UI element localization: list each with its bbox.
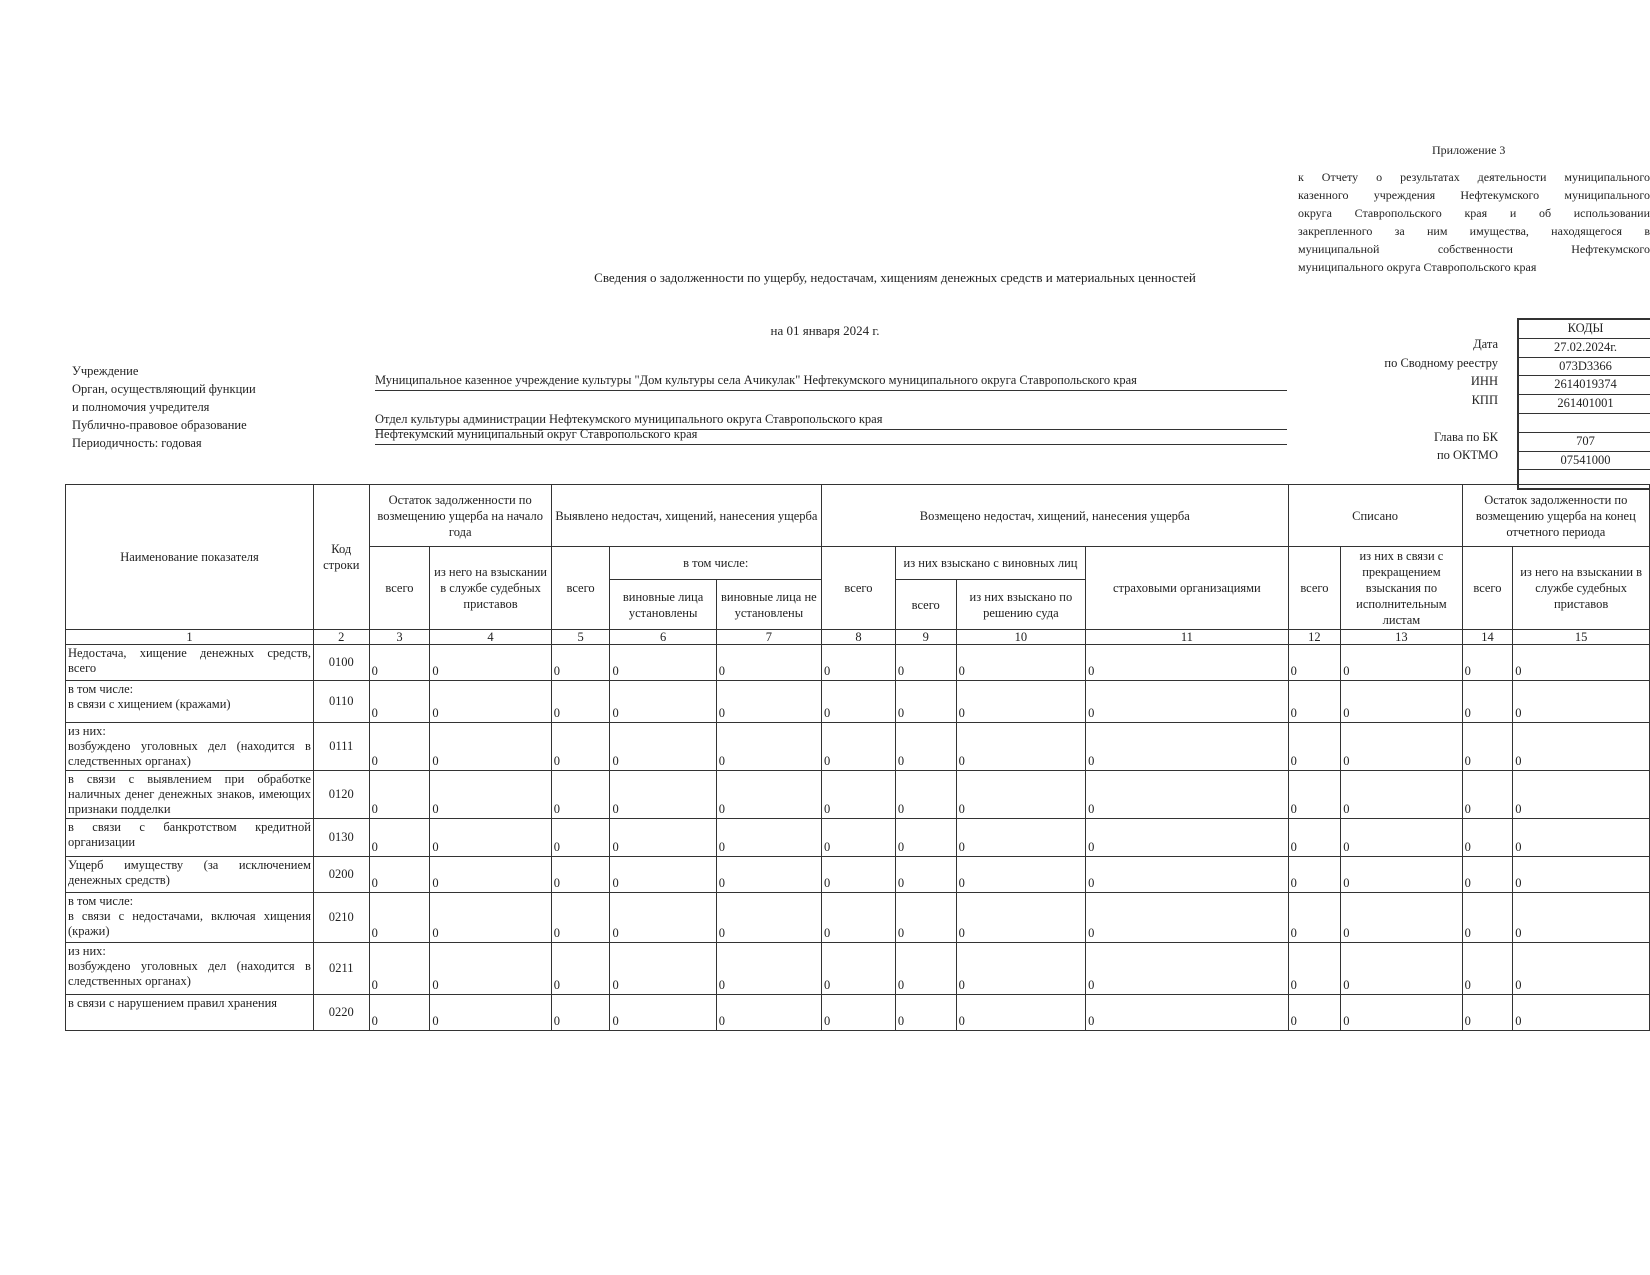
row-value: 0	[430, 819, 551, 857]
row-code: 0220	[313, 995, 369, 1031]
row-value: 0	[551, 645, 610, 681]
row-value: 0	[716, 681, 821, 723]
code-label-blank	[1384, 409, 1498, 428]
code-blank	[1519, 414, 1650, 433]
header-by-court: из них взыскано по решению суда	[956, 580, 1086, 630]
appendix-text	[1298, 168, 1650, 276]
row-value: 0	[716, 857, 821, 893]
row-value: 0	[369, 681, 430, 723]
row-value: 0	[430, 645, 551, 681]
row-value: 0	[895, 771, 956, 819]
row-value: 0	[895, 645, 956, 681]
code-inn: 2614019374	[1519, 376, 1650, 395]
row-value: 0	[716, 645, 821, 681]
code-label-kpp: КПП	[1471, 392, 1498, 407]
row-value: 0	[610, 857, 716, 893]
row-value: 0	[1462, 771, 1513, 819]
column-number: 12	[1288, 630, 1341, 645]
row-value: 0	[1513, 893, 1650, 943]
label-founder: Орган, осуществляющий функции	[72, 382, 256, 396]
row-value: 0	[369, 645, 430, 681]
column-number: 14	[1462, 630, 1513, 645]
row-value: 0	[430, 857, 551, 893]
column-number: 4	[430, 630, 551, 645]
header-culprits-total: всего	[895, 580, 956, 630]
row-value: 0	[1288, 723, 1341, 771]
row-value: 0	[551, 819, 610, 857]
code-registry: 073D3366	[1519, 358, 1650, 377]
header-detected-total: всего	[551, 547, 610, 630]
header-end-total: всего	[1462, 547, 1513, 630]
row-value: 0	[1462, 681, 1513, 723]
header-compensated-total: всего	[822, 547, 896, 630]
column-numbers-row	[66, 630, 1650, 645]
header-end-bailiffs: из него на взыскании в службе судебных приставов	[1513, 547, 1650, 630]
row-value: 0	[895, 943, 956, 995]
column-number: 7	[716, 630, 821, 645]
row-code: 0211	[313, 943, 369, 995]
row-value: 0	[716, 819, 821, 857]
row-value: 0	[716, 943, 821, 995]
row-value: 0	[956, 857, 1086, 893]
row-value: 0	[1341, 943, 1462, 995]
table-body	[66, 645, 1650, 1031]
row-value: 0	[1086, 645, 1288, 681]
row-value: 0	[1341, 723, 1462, 771]
row-value: 0	[956, 723, 1086, 771]
value-municipality: Нефтекумский муниципальный округ Ставропольского края	[375, 427, 1287, 445]
table-row	[66, 819, 1650, 857]
row-value: 0	[369, 995, 430, 1031]
column-number: 15	[1513, 630, 1650, 645]
row-value: 0	[956, 893, 1086, 943]
document-date: на 01 января 2024 г.	[770, 323, 880, 338]
table-row	[66, 943, 1650, 995]
appendix-line: округа Ставропольского края и об использовании	[1298, 206, 1650, 220]
code-bk: 707	[1519, 433, 1650, 452]
row-value: 0	[430, 723, 551, 771]
code-date: 27.02.2024г.	[1519, 339, 1650, 358]
row-name: в связи с банкротством кредитной организации	[66, 819, 314, 857]
debt-table	[65, 484, 1650, 1031]
row-value: 0	[1341, 857, 1462, 893]
header-labels	[72, 362, 256, 452]
header-compensated: Возмещено недостач, хищений, нанесения ущерба	[822, 485, 1289, 547]
row-value: 0	[369, 893, 430, 943]
row-code: 0120	[313, 771, 369, 819]
row-value: 0	[610, 893, 716, 943]
row-value: 0	[822, 995, 896, 1031]
column-number: 1	[66, 630, 314, 645]
column-number: 11	[1086, 630, 1288, 645]
row-value: 0	[1513, 723, 1650, 771]
row-value: 0	[716, 723, 821, 771]
header-detected: Выявлено недостач, хищений, нанесения ущерба	[551, 485, 821, 547]
codes-header: КОДЫ	[1519, 320, 1650, 339]
label-municipality: Публично-правовое образование	[72, 418, 247, 432]
row-code: 0111	[313, 723, 369, 771]
row-value: 0	[822, 943, 896, 995]
code-label-oktmo: по ОКТМО	[1436, 448, 1498, 462]
header-culprits-not-found: виновные лица не установлены	[716, 580, 821, 630]
code-label-inn: ИНН	[1470, 374, 1498, 388]
column-number: 10	[956, 630, 1086, 645]
row-value: 0	[430, 995, 551, 1031]
row-value: 0	[956, 995, 1086, 1031]
row-value: 0	[1288, 857, 1341, 893]
row-value: 0	[1341, 771, 1462, 819]
row-value: 0	[430, 893, 551, 943]
row-value: 0	[369, 723, 430, 771]
header-end-balance: Остаток задолженности по возмещению ущерба на конец отчетного периода	[1462, 485, 1649, 547]
header-written-off: Списано	[1288, 485, 1462, 547]
row-value: 0	[369, 819, 430, 857]
row-value: 0	[1288, 681, 1341, 723]
table-row	[66, 645, 1650, 681]
row-value: 0	[1513, 645, 1650, 681]
row-value: 0	[895, 819, 956, 857]
row-value: 0	[716, 995, 821, 1031]
appendix-line: к Отчету о результатах деятельности муниципального	[1298, 170, 1650, 184]
header-code: Код строки	[313, 485, 369, 630]
header-start-total: всего	[369, 547, 430, 630]
row-value: 0	[551, 723, 610, 771]
row-value: 0	[822, 681, 896, 723]
header-including: в том числе:	[610, 547, 822, 580]
appendix-line: закрепленного за ним имущества, находящегося в	[1298, 224, 1650, 238]
row-code: 0200	[313, 857, 369, 893]
document-title: Сведения о задолженности по ущербу, недостачам, хищениям денежных средств и материальных ценностей	[594, 270, 1196, 285]
value-institution: Муниципальное казенное учреждение культуры "Дом культуры села Ачикулак" Нефтекумского муниципального округа Ставропольского края	[375, 373, 1287, 391]
table-row	[66, 681, 1650, 723]
code-oktmo: 07541000	[1519, 452, 1650, 471]
value-founder: Отдел культуры администрации Нефтекумского муниципального округа Ставропольского края	[375, 412, 1287, 430]
row-value: 0	[1086, 681, 1288, 723]
code-label-registry: по Сводному реестру	[1384, 355, 1498, 370]
row-value: 0	[610, 681, 716, 723]
row-value: 0	[1513, 819, 1650, 857]
row-value: 0	[1288, 893, 1341, 943]
row-value: 0	[956, 819, 1086, 857]
label-institution: Учреждение	[72, 364, 139, 378]
column-number: 13	[1341, 630, 1462, 645]
row-value: 0	[1462, 723, 1513, 771]
row-value: 0	[369, 771, 430, 819]
row-code: 0110	[313, 681, 369, 723]
column-number: 3	[369, 630, 430, 645]
row-value: 0	[822, 857, 896, 893]
row-value: 0	[956, 771, 1086, 819]
row-value: 0	[1462, 645, 1513, 681]
label-periodicity: Периодичность: годовая	[72, 436, 202, 450]
column-number: 2	[313, 630, 369, 645]
row-value: 0	[1513, 995, 1650, 1031]
row-value: 0	[1086, 771, 1288, 819]
row-value: 0	[895, 857, 956, 893]
row-value: 0	[1513, 943, 1650, 995]
row-value: 0	[895, 893, 956, 943]
row-value: 0	[822, 645, 896, 681]
row-value: 0	[1086, 995, 1288, 1031]
row-code: 0100	[313, 645, 369, 681]
header-start-bailiffs: из него на взыскании в службе судебных приставов	[430, 547, 551, 630]
row-value: 0	[610, 943, 716, 995]
row-value: 0	[369, 857, 430, 893]
row-value: 0	[1086, 893, 1288, 943]
header-written-off-total: всего	[1288, 547, 1341, 630]
row-value: 0	[1462, 943, 1513, 995]
row-code: 0130	[313, 819, 369, 857]
header-start-balance: Остаток задолженности по возмещению ущерба на начало года	[369, 485, 551, 547]
row-name: в связи с выявлением при обработке наличных денег денежных знаков, имеющих признаки подделки	[66, 771, 314, 819]
row-value: 0	[1513, 681, 1650, 723]
codes-box	[1517, 318, 1650, 490]
row-value: 0	[430, 771, 551, 819]
appendix-line: муниципального округа Ставропольского края	[1298, 260, 1537, 274]
row-value: 0	[1462, 819, 1513, 857]
row-value: 0	[716, 893, 821, 943]
row-name: Ущерб имуществу (за исключением денежных средств)	[66, 857, 314, 893]
row-value: 0	[1341, 995, 1462, 1031]
appendix-title: Приложение 3	[1432, 143, 1506, 157]
appendix-line: муниципальной собственности Нефтекумского	[1298, 242, 1650, 256]
row-value: 0	[1513, 857, 1650, 893]
header-from-culprits: из них взыскано с виновных лиц	[895, 547, 1085, 580]
row-value: 0	[956, 645, 1086, 681]
row-value: 0	[369, 943, 430, 995]
row-value: 0	[716, 771, 821, 819]
row-value: 0	[822, 819, 896, 857]
row-value: 0	[610, 995, 716, 1031]
code-label-bk: Глава по БК	[1433, 429, 1498, 444]
row-value: 0	[610, 771, 716, 819]
row-value: 0	[1086, 857, 1288, 893]
row-value: 0	[822, 723, 896, 771]
table-row	[66, 857, 1650, 893]
row-value: 0	[430, 943, 551, 995]
row-value: 0	[1341, 645, 1462, 681]
code-label-date: Дата	[1473, 337, 1498, 351]
row-value: 0	[551, 893, 610, 943]
code-kpp: 261401001	[1519, 395, 1650, 414]
row-value: 0	[551, 943, 610, 995]
column-number: 5	[551, 630, 610, 645]
row-value: 0	[551, 771, 610, 819]
header-termination: из них в связи с прекращением взыскания по исполнительным листам	[1341, 547, 1462, 630]
row-value: 0	[1288, 943, 1341, 995]
row-value: 0	[610, 723, 716, 771]
table-row	[66, 995, 1650, 1031]
row-value: 0	[1341, 681, 1462, 723]
row-value: 0	[430, 681, 551, 723]
table-row	[66, 723, 1650, 771]
row-value: 0	[822, 893, 896, 943]
row-value: 0	[1288, 645, 1341, 681]
row-value: 0	[1462, 995, 1513, 1031]
column-number: 9	[895, 630, 956, 645]
row-code: 0210	[313, 893, 369, 943]
codes-labels	[1384, 335, 1498, 465]
row-name: из них: возбуждено уголовных дел (находится в следственных органах)	[66, 723, 314, 771]
row-value: 0	[1086, 819, 1288, 857]
row-value: 0	[822, 771, 896, 819]
row-name: в том числе: в связи с хищением (кражами)	[66, 681, 314, 723]
row-value: 0	[895, 681, 956, 723]
header-culprits-found: виновные лица установлены	[610, 580, 716, 630]
row-value: 0	[956, 943, 1086, 995]
row-value: 0	[610, 645, 716, 681]
row-name: из них: возбуждено уголовных дел (находится в следственных органах)	[66, 943, 314, 995]
row-value: 0	[895, 995, 956, 1031]
row-name: в том числе: в связи с недостачами, включая хищения (кражи)	[66, 893, 314, 943]
row-name: в связи с нарушением правил хранения	[66, 995, 314, 1031]
row-value: 0	[1288, 819, 1341, 857]
label-founder-2: и полномочия учредителя	[72, 400, 210, 414]
row-value: 0	[1341, 893, 1462, 943]
row-value: 0	[551, 995, 610, 1031]
row-value: 0	[1288, 995, 1341, 1031]
table-row	[66, 771, 1650, 819]
header-insurance: страховыми организациями	[1086, 547, 1288, 630]
header-name: Наименование показателя	[66, 485, 314, 630]
row-value: 0	[1462, 857, 1513, 893]
row-value: 0	[1513, 771, 1650, 819]
column-number: 6	[610, 630, 716, 645]
row-value: 0	[1288, 771, 1341, 819]
row-value: 0	[551, 681, 610, 723]
table-row	[66, 893, 1650, 943]
column-number: 8	[822, 630, 896, 645]
row-value: 0	[1462, 893, 1513, 943]
row-value: 0	[1086, 943, 1288, 995]
row-value: 0	[895, 723, 956, 771]
row-value: 0	[1341, 819, 1462, 857]
row-value: 0	[956, 681, 1086, 723]
row-value: 0	[551, 857, 610, 893]
row-name: Недостача, хищение денежных средств, всего	[66, 645, 314, 681]
row-value: 0	[1086, 723, 1288, 771]
appendix-line: казенного учреждения Нефтекумского муниципального	[1298, 188, 1650, 202]
row-value: 0	[610, 819, 716, 857]
